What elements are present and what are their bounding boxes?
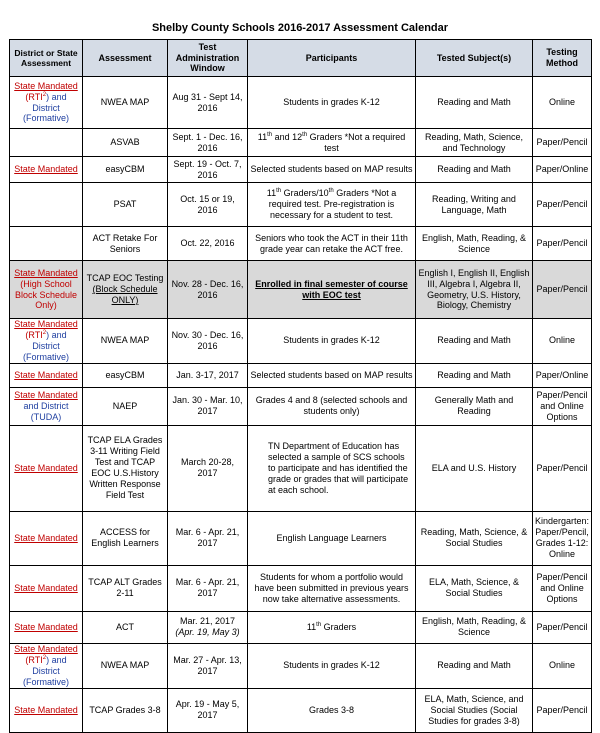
method-cell: Paper/Pencil (533, 425, 592, 511)
participants-cell: 11th Graders (248, 611, 416, 643)
assessment-cell: ACT (83, 611, 168, 643)
window-cell: Sept. 1 - Dec. 16, 2016 (168, 129, 248, 157)
window-cell: Mar. 21, 2017 (Apr. 19, May 3) (168, 611, 248, 643)
mandate-cell (10, 227, 83, 261)
table-row (10, 363, 592, 387)
participants-cell: English Language Learners (248, 511, 416, 565)
state-mandated-label: State Mandated (14, 704, 78, 715)
assessment-cell: easyCBM (83, 157, 168, 183)
mandate-cell (10, 183, 83, 227)
assessment-cell: NWEA MAP (83, 319, 168, 364)
table-row (10, 425, 592, 511)
subjects-cell: English I, English II, English III, Algebra I, Algebra II, Geometry, U.S. History, Biology, Chemistry (416, 261, 533, 319)
table-row (10, 157, 592, 183)
subjects-cell: English, Math, Reading, & Science (416, 227, 533, 261)
subjects-cell: ELA and U.S. History (416, 425, 533, 511)
assessment-cell: ACCESS for English Learners (83, 511, 168, 565)
participants-cell: Students in grades K-12 (248, 643, 416, 688)
subjects-cell: Reading, Math, Science, and Technology (416, 129, 533, 157)
header-assessment: Assessment (83, 40, 168, 77)
mandate-cell (10, 565, 83, 611)
table-row (10, 261, 592, 319)
window-cell: Nov. 30 - Dec. 16, 2016 (168, 319, 248, 364)
method-cell: Paper/Pencil (533, 688, 592, 732)
method-cell: Paper/Pencil and Online Options (533, 565, 592, 611)
method-cell: Paper/Pencil (533, 183, 592, 227)
assessment-cell: TCAP ALT Grades 2-11 (83, 565, 168, 611)
method-cell: Paper/Pencil (533, 129, 592, 157)
table-row (10, 77, 592, 129)
mandate-cell: State Mandated (RTI$^2$) and District (Formative) (10, 77, 83, 129)
state-mandated-label: State Mandated (14, 621, 78, 632)
window-cell: Mar. 6 - Apr. 21, 2017 (168, 565, 248, 611)
mandate-cell (10, 688, 83, 732)
table-row (10, 565, 592, 611)
state-mandated-label: State Mandated (14, 532, 78, 543)
header-mandate: District or State Assessment (10, 40, 83, 77)
participants-cell: Selected students based on MAP results (248, 157, 416, 183)
participants-cell: Students for whom a portfolio would have been submitted in previous years now take alternative assessments. (248, 565, 416, 611)
mandate-cell: State Mandated (RTI$^2$) and District (Formative) (10, 643, 83, 688)
assessment-calendar-table (9, 39, 592, 733)
assessment-cell: TCAP ELA Grades 3-11 Writing Field Test and TCAP EOC U.S.History Written Response Field Test (83, 425, 168, 511)
participants-cell: Grades 4 and 8 (selected schools and students only) (248, 387, 416, 425)
mandate-cell: State Mandated and District (TUDA) (10, 387, 83, 425)
assessment-cell: ASVAB (83, 129, 168, 157)
subjects-cell: English, Math, Reading, & Science (416, 611, 533, 643)
mandate-cell (10, 363, 83, 387)
state-mandated-label: State Mandated (14, 643, 78, 654)
state-mandated-label: State Mandated (14, 369, 78, 380)
subjects-cell: Reading, Math, Science, & Social Studies (416, 511, 533, 565)
method-cell: Paper/Online (533, 157, 592, 183)
window-cell: Aug 31 - Sept 14, 2016 (168, 77, 248, 129)
window-cell: Apr. 19 - May 5, 2017 (168, 688, 248, 732)
state-mandated-label: State Mandated (14, 267, 78, 278)
participants-cell: Selected students based on MAP results (248, 363, 416, 387)
mandate-cell (10, 511, 83, 565)
method-cell: Paper/Pencil (533, 611, 592, 643)
window-cell: Oct. 22, 2016 (168, 227, 248, 261)
subjects-cell: Reading and Math (416, 363, 533, 387)
subjects-cell: ELA, Math, Science, and Social Studies (Social Studies for grades 3-8) (416, 688, 533, 732)
table-row (10, 688, 592, 732)
subjects-cell: Reading, Writing and Language, Math (416, 183, 533, 227)
header-participants: Participants (248, 40, 416, 77)
participants-cell: TN Department of Education has selected a sample of SCS schools to participate and has identified the grade or grades that will participate at each school. (248, 425, 416, 511)
window-cell: Oct. 15 or 19, 2016 (168, 183, 248, 227)
header-window: Test Administration Window (168, 40, 248, 77)
page-title: Shelby County Schools 2016-2017 Assessment Calendar (151, 22, 449, 34)
state-mandated-label: State Mandated (14, 462, 78, 473)
assessment-cell: ACT Retake For Seniors (83, 227, 168, 261)
method-cell: Online (533, 319, 592, 364)
table-row (10, 129, 592, 157)
table-row (10, 387, 592, 425)
window-cell: Nov. 28 - Dec. 16, 2016 (168, 261, 248, 319)
window-cell: Mar. 6 - Apr. 21, 2017 (168, 511, 248, 565)
table-row (10, 319, 592, 364)
mandate-cell (10, 425, 83, 511)
header-subjects: Tested Subject(s) (416, 40, 533, 77)
state-mandated-label: State Mandated (14, 164, 78, 175)
method-cell: Online (533, 643, 592, 688)
window-cell: March 20-28, 2017 (168, 425, 248, 511)
window-cell: Jan. 3-17, 2017 (168, 363, 248, 387)
mandate-cell: State Mandated (High School Block Schedule Only) (10, 261, 83, 319)
state-mandated-label: State Mandated (14, 80, 78, 91)
assessment-cell: NWEA MAP (83, 643, 168, 688)
assessment-cell: NWEA MAP (83, 77, 168, 129)
mandate-cell (10, 129, 83, 157)
assessment-cell: PSAT (83, 183, 168, 227)
method-cell: Paper/Pencil and Online Options (533, 387, 592, 425)
assessment-cell: NAEP (83, 387, 168, 425)
mandate-cell: State Mandated (RTI$^2$) and District (Formative) (10, 319, 83, 364)
window-cell: Jan. 30 - Mar. 10, 2017 (168, 387, 248, 425)
state-mandated-label: State Mandated (14, 319, 78, 329)
header-row (10, 40, 592, 77)
assessment-cell: easyCBM (83, 363, 168, 387)
participants-cell: Grades 3-8 (248, 688, 416, 732)
window-cell: Sept. 19 - Oct. 7, 2016 (168, 157, 248, 183)
table-row (10, 183, 592, 227)
participants-cell: 11th Graders/10th Graders *Not a required test. Pre-registration is necessary for a student to test. (248, 183, 416, 227)
header-method: Testing Method (533, 40, 592, 77)
table-row (10, 227, 592, 261)
method-cell: Paper/Online (533, 363, 592, 387)
table-row (10, 511, 592, 565)
mandate-cell (10, 157, 83, 183)
state-mandated-label: State Mandated (14, 582, 78, 593)
table-row (10, 611, 592, 643)
participants-cell: 11th and 12th Graders *Not a required test (248, 129, 416, 157)
participants-cell: Students in grades K-12 (248, 77, 416, 129)
subjects-cell: Reading and Math (416, 643, 533, 688)
subjects-cell: Reading and Math (416, 319, 533, 364)
subjects-cell: ELA, Math, Science, & Social Studies (416, 565, 533, 611)
table-row (10, 643, 592, 688)
subjects-cell: Generally Math and Reading (416, 387, 533, 425)
window-cell: Mar. 27 - Apr. 13, 2017 (168, 643, 248, 688)
participants-cell: Seniors who took the ACT in their 11th grade year can retake the ACT free. (248, 227, 416, 261)
subjects-cell: Reading and Math (416, 157, 533, 183)
mandate-cell (10, 611, 83, 643)
participants-cell: Enrolled in final semester of course with EOC test (248, 261, 416, 319)
method-cell: Paper/Pencil (533, 261, 592, 319)
state-mandated-label: State Mandated (14, 389, 78, 400)
participants-cell: Students in grades K-12 (248, 319, 416, 364)
method-cell: Kindergarten: Paper/Pencil, Grades 1-12: Online (533, 511, 592, 565)
subjects-cell: Reading and Math (416, 77, 533, 129)
method-cell: Online (533, 77, 592, 129)
method-cell: Paper/Pencil (533, 227, 592, 261)
assessment-cell: TCAP EOC Testing (Block Schedule ONLY) (83, 261, 168, 319)
assessment-cell: TCAP Grades 3-8 (83, 688, 168, 732)
